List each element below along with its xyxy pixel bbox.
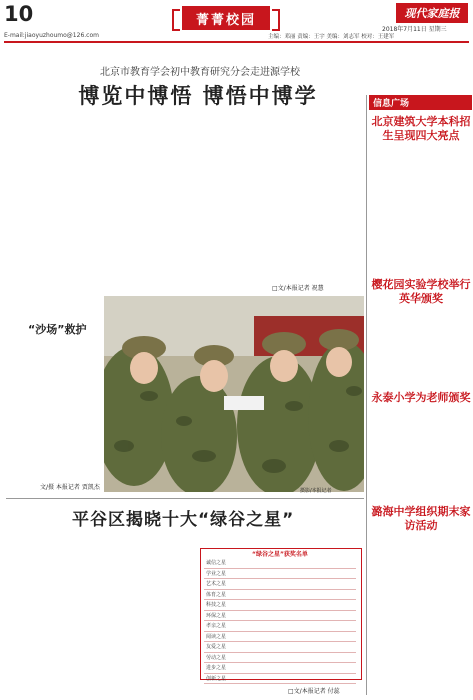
winners-row	[204, 673, 356, 684]
winners-cell: 孝亲之星	[204, 621, 318, 632]
winners-cell	[318, 673, 337, 684]
winners-cell	[318, 631, 337, 642]
sand-credit: 文/摄 本报记者 贾凯杰	[40, 484, 100, 491]
winners-cell	[318, 558, 337, 568]
winners-row	[204, 568, 356, 579]
winners-cell	[337, 610, 356, 621]
sidebar-headline: 潞海中学组织期末家访活动	[371, 505, 471, 532]
photo-illustration	[104, 296, 364, 492]
winners-cell	[337, 652, 356, 663]
winners-cell: 进步之星	[204, 663, 318, 674]
article2-headline: 平谷区揭晓十大“绿谷之星”	[72, 510, 295, 530]
winners-cell: 劳动之星	[204, 652, 318, 663]
winners-cell	[337, 579, 356, 590]
winners-row	[204, 589, 356, 600]
sidebar-bar: 信息广场	[369, 95, 472, 110]
winners-row	[204, 642, 356, 653]
winners-cell	[337, 589, 356, 600]
winners-row	[204, 663, 356, 674]
winners-cell	[337, 600, 356, 611]
winners-cell	[318, 621, 337, 632]
sidebar-body	[371, 408, 471, 502]
lead-column	[278, 114, 363, 290]
lead-kicker: 北京市教育学会初中教育研究分会走进源学校	[100, 67, 300, 78]
winners-cell: 环保之星	[204, 610, 318, 621]
winners-cell	[337, 631, 356, 642]
winners-table	[204, 558, 356, 684]
section-divider	[6, 498, 364, 499]
article2-column	[6, 537, 84, 695]
winners-cell: 科技之星	[204, 600, 318, 611]
sidebar-headline: 永泰小学为老师颁奖	[371, 391, 471, 404]
winners-cell	[318, 652, 337, 663]
winners-cell	[318, 568, 337, 579]
winners-cell	[318, 589, 337, 600]
winners-cell	[337, 642, 356, 653]
sidebar-headline: 樱花园实验学校举行英华颁奖	[371, 278, 471, 305]
editor-credits: 主编：邓丽 责编：王宇 美编：刘志军 校对：王建军	[268, 34, 395, 40]
section-rubric: 菁菁校园	[182, 6, 270, 30]
winners-cell	[318, 610, 337, 621]
section-email: E-mail:jiaoyuzhoumo@126.com	[4, 32, 99, 39]
winners-cell	[337, 663, 356, 674]
winners-cell: 创新之星	[204, 673, 318, 684]
sidebar-body	[371, 537, 471, 695]
dateline: 2018年7月11日 星期三	[382, 26, 447, 33]
winners-cell: 诚信之星	[204, 558, 318, 568]
photo-credit: 摄影/本报记者	[300, 488, 332, 494]
winners-row	[204, 631, 356, 642]
winners-row	[204, 558, 356, 568]
winners-cell: 体育之星	[204, 589, 318, 600]
winners-cell: 友爱之星	[204, 642, 318, 653]
column-divider	[366, 95, 367, 695]
lead-body	[6, 114, 363, 290]
winners-row	[204, 610, 356, 621]
winners-cell	[337, 673, 356, 684]
winners-row	[204, 600, 356, 611]
sidebar-headline: 北京建筑大学本科招生呈现四大亮点	[371, 115, 471, 142]
winners-cell: 学业之星	[204, 568, 318, 579]
header-rule	[4, 41, 469, 43]
winners-row	[204, 621, 356, 632]
newspaper-logo: 现代家庭报	[396, 3, 468, 23]
news-photo	[104, 296, 364, 492]
winners-cell	[337, 621, 356, 632]
winners-cell	[337, 568, 356, 579]
winners-box-title: “绿谷之星”获奖名单	[252, 551, 308, 558]
winners-row	[204, 579, 356, 590]
lead-column	[97, 114, 182, 290]
sidebar-body	[371, 308, 471, 388]
article2-column	[90, 537, 168, 695]
winners-cell: 艺术之星	[204, 579, 318, 590]
winners-cell	[318, 642, 337, 653]
winners-row	[204, 652, 356, 663]
winners-cell	[318, 600, 337, 611]
lead-headline: 博览中博悟 博悟中博学	[78, 84, 318, 108]
article2-credit: □文/本报记者 付蕊	[288, 688, 340, 695]
sand-headline: “沙场”救护	[28, 323, 87, 336]
winners-cell	[318, 579, 337, 590]
winners-cell	[337, 558, 356, 568]
sand-body	[6, 337, 98, 487]
sidebar-body	[371, 146, 471, 274]
lead-column	[188, 114, 273, 290]
lead-column	[6, 114, 91, 290]
lead-credit: □文/本报记者 祝慧	[272, 285, 324, 292]
winners-cell	[318, 663, 337, 674]
winners-cell: 阅读之星	[204, 631, 318, 642]
page-number: 10	[4, 2, 34, 26]
